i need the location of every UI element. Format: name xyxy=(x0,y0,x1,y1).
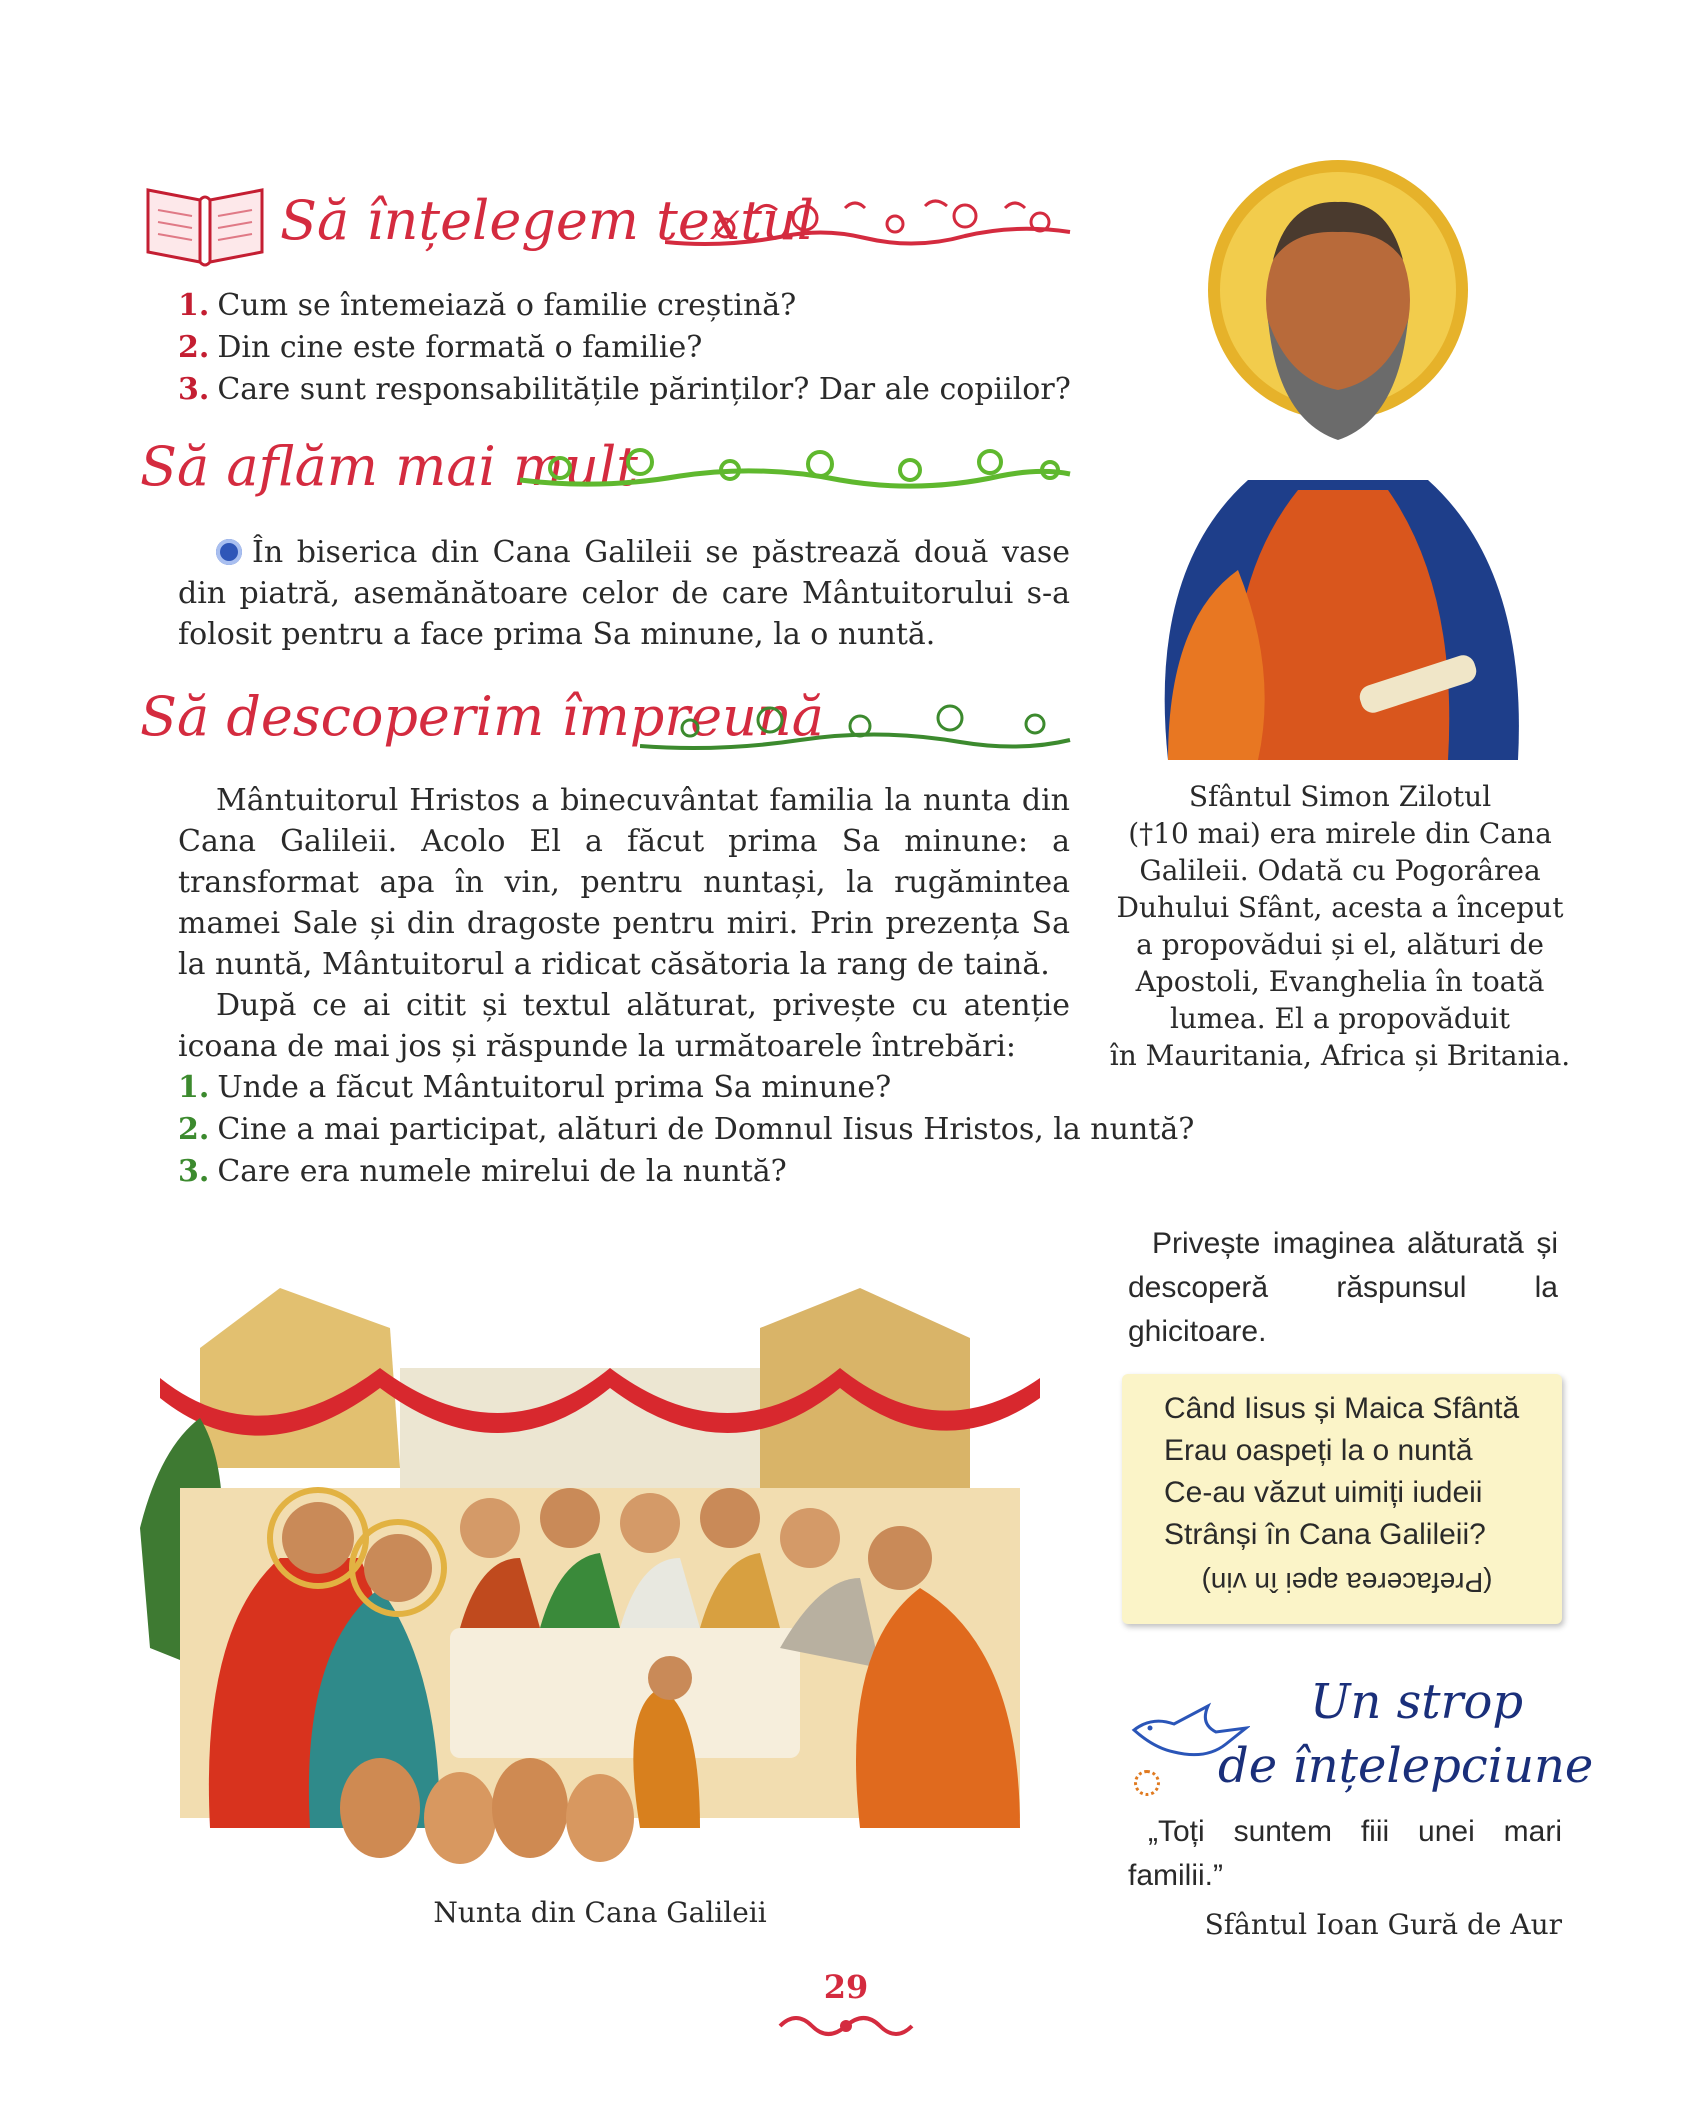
section-title-discover: Să descoperim împreună xyxy=(140,685,824,748)
wisdom-quote: „Toți suntem fiii unei mari familii.” xyxy=(1128,1815,1562,1892)
open-book-icon xyxy=(140,170,270,270)
riddle-box xyxy=(1122,1374,1562,1624)
riddle-answer-upside-down: (Prefacerea apei în vin) xyxy=(1201,1567,1493,1598)
list-item: 3. Care sunt responsabilitățile părinților? Dar ale copiilor? xyxy=(178,372,1071,407)
small-flower-icon xyxy=(1134,1770,1160,1796)
learn-more-paragraph: În biserica din Cana Galileii se păstrează două vase din piatră, asemănătoare celor de care Mântuitorului s-a folosit pentru a face prima Sa minune, la o nuntă. xyxy=(178,535,1070,652)
wisdom-title-line2: de înțelepciune xyxy=(1218,1738,1594,1794)
saint-icon-caption: Sfântul Simon Zilotul (†10 mai) era mirele din Cana Galileii. Odată cu Pogorârea Duhului Sfânt, acesta a început a propovădui și el, alături de Apostoli, Evanghelia în toată lumea. El a propovăduit în Mauritania, Africa și Britania. xyxy=(1109,780,1571,1072)
section-title-learn-more: Să aflăm mai mult xyxy=(140,435,638,498)
list-item: 1. Unde a făcut Mântuitorul prima Sa minune? xyxy=(178,1070,892,1105)
riddle-intro: Privește imaginea alăturată și descoperă răspunsul la ghicitoare. xyxy=(1128,1227,1558,1348)
riddle-verse: Când Iisus și Maica Sfântă Erau oaspeți la o nuntă Ce-au văzut uimiți iudeii Strânși în Cana Galileii? xyxy=(1164,1392,1520,1551)
list-item: 1. Cum se întemeiază o familie creștină? xyxy=(178,288,797,323)
questions-list-understand xyxy=(178,285,1071,411)
discover-paragraph-1: Mântuitorul Hristos a binecuvântat familia la nunta din Cana Galileii. Acolo El a făcut prima Sa minune: a transformat apa în vin, pentru nuntași, la rugămintea mamei Sale și din dragoste pentru miri. Prin prezența Sa la nuntă, Mântuitorul a ridicat căsătoria la rang de taină. xyxy=(178,783,1070,982)
wisdom-author: Sfântul Ioan Gură de Aur xyxy=(1204,1908,1562,1941)
list-item: 2. Din cine este formată o familie? xyxy=(178,330,703,365)
list-item: 2. Cine a mai participat, alături de Domnul Iisus Hristos, la nuntă? xyxy=(178,1112,1195,1147)
wisdom-title-line1: Un strop xyxy=(1310,1674,1524,1730)
red-flourish-ornament xyxy=(665,192,1075,262)
flower-bullet-icon xyxy=(216,539,242,565)
list-item: 3. Care era numele mirelui de la nuntă? xyxy=(178,1154,787,1189)
discover-paragraph-2: După ce ai citit și textul alăturat, privește cu atenție icoana de mai jos și răspunde la următoarele întrebări: xyxy=(178,988,1070,1064)
wedding-caption: Nunta din Cana Galileii xyxy=(433,1896,767,1929)
green-flourish-ornament xyxy=(520,440,1075,510)
green-flourish-ornament xyxy=(640,694,1075,764)
page-number-ornament xyxy=(776,2006,916,2046)
wisdom-section xyxy=(1120,1674,1594,1954)
questions-list-discover xyxy=(178,1067,1194,1193)
saint-simon-icon-image xyxy=(1128,150,1548,760)
page-number: 29 xyxy=(823,1968,869,2006)
section-title-understand: Să înțelegem textul xyxy=(280,189,815,252)
wedding-at-cana-icon-image xyxy=(140,1268,1060,1888)
